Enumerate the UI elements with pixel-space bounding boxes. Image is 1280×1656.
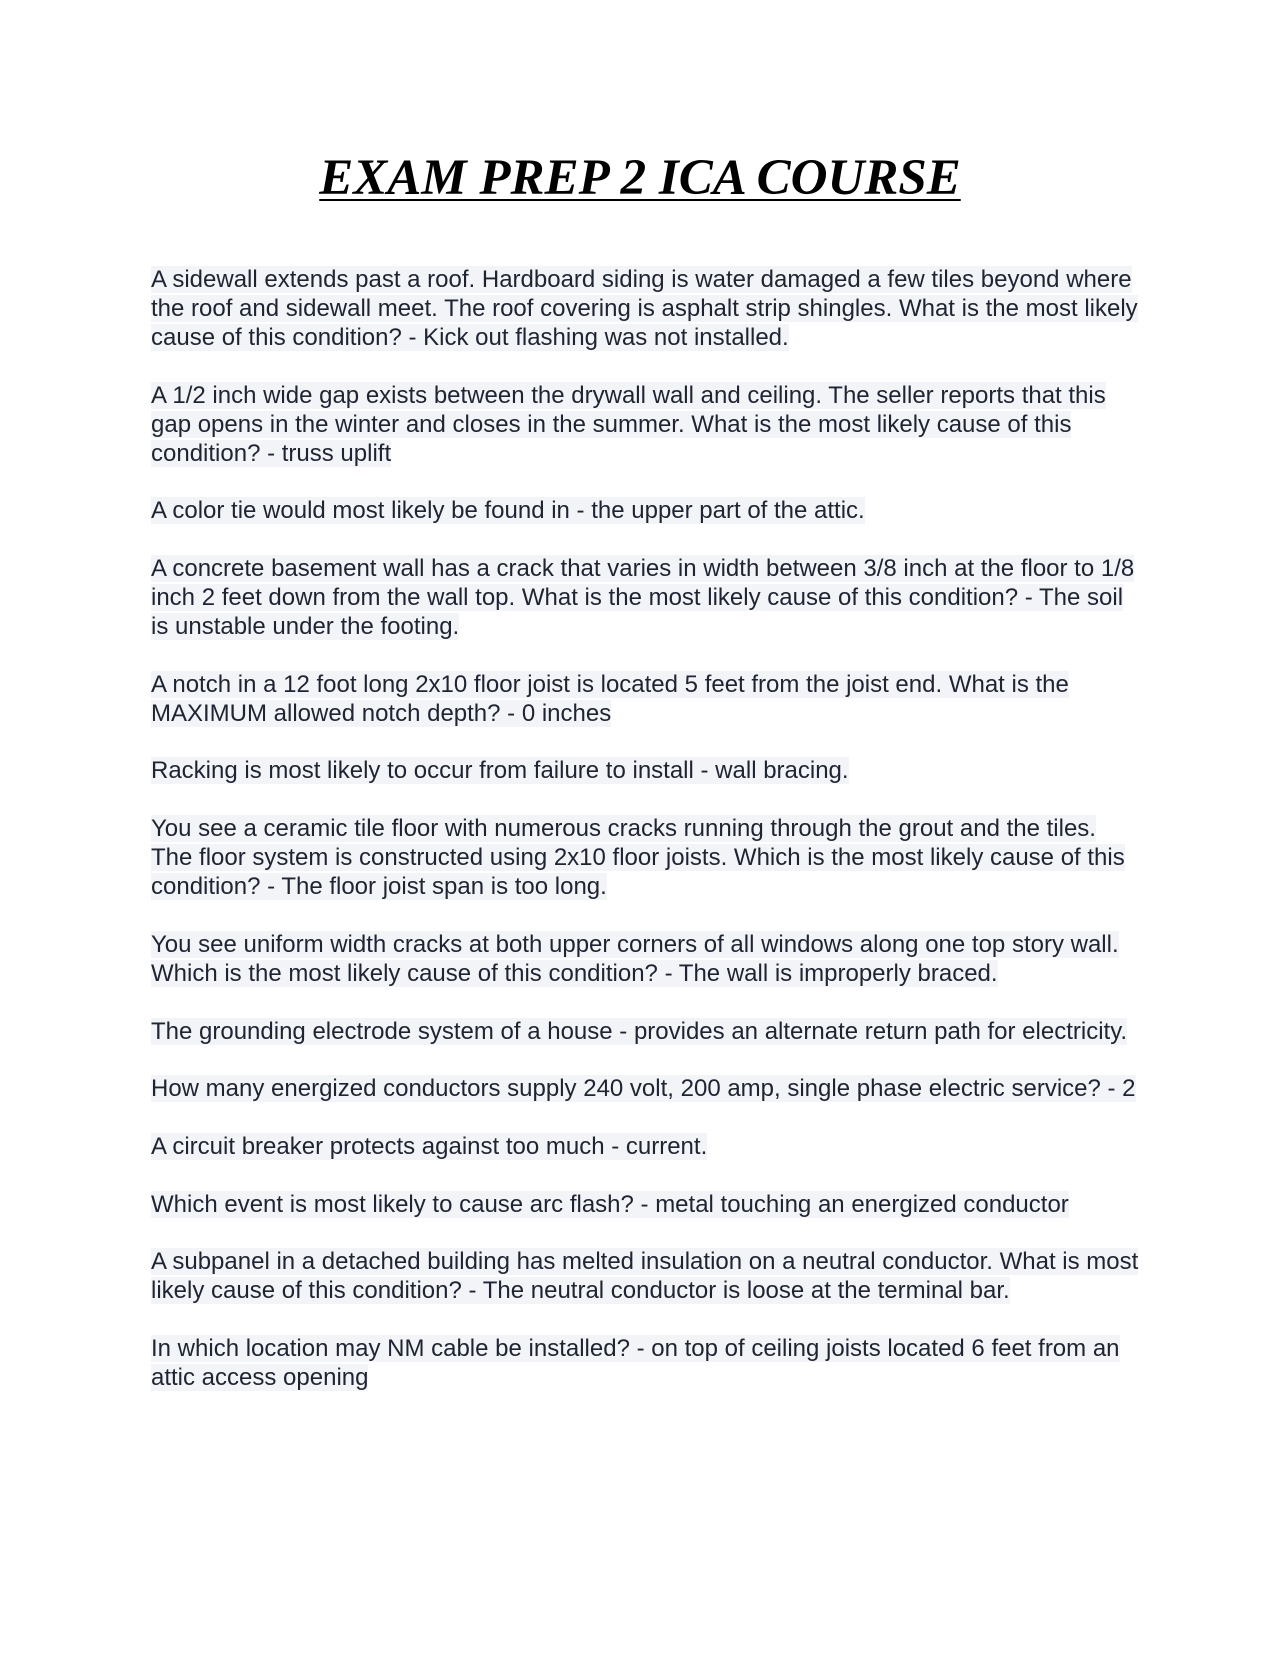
qa-item [151, 1074, 1141, 1103]
qa-text: A notch in a 12 foot long 2x10 floor joist is located 5 feet from the joist end. What is the MAXIMUM allowed notch depth? - 0 inches [151, 670, 1069, 727]
qa-item [151, 814, 1141, 901]
qa-text: A sidewall extends past a roof. Hardboard siding is water damaged a few tiles beyond where the roof and sidewall meet. The roof covering is asphalt strip shingles. What is the most likely cause of this condition? - Kick out flashing was not installed. [151, 266, 1138, 351]
qa-item [151, 930, 1141, 988]
document-title: EXAM PREP 2 ICA COURSE [319, 150, 961, 206]
qa-item [151, 265, 1141, 352]
qa-item [151, 670, 1141, 728]
qa-item [151, 1334, 1141, 1392]
qa-text: Racking is most likely to occur from failure to install - wall bracing. [151, 757, 849, 785]
qa-text: The grounding electrode system of a house - provides an alternate return path for electricity. [151, 1017, 1128, 1045]
qa-text: A concrete basement wall has a crack that varies in width between 3/8 inch at the floor to 1/8 inch 2 feet down from the wall top. What is the most likely cause of this condition? - The soil is unstable under the footing. [151, 555, 1135, 641]
qa-text: How many energized conductors supply 240 volt, 200 amp, single phase electric service? - 2 [151, 1075, 1136, 1103]
qa-item [151, 1132, 1141, 1161]
qa-text: A 1/2 inch wide gap exists between the drywall wall and ceiling. The seller reports that this gap opens in the winter and closes in the summer. What is the most likely cause of this condition? - truss uplift [151, 381, 1106, 467]
qa-text: A color tie would most likely be found in - the upper part of the attic. [151, 497, 865, 525]
qa-text: You see uniform width cracks at both upper corners of all windows along one top story wall. Which is the most likely cause of this condition? - The wall is improperly braced. [151, 930, 1119, 987]
qa-text: In which location may NM cable be installed? - on top of ceiling joists located 6 feet from an attic access opening [151, 1334, 1120, 1391]
qa-text: A circuit breaker protects against too much - current. [151, 1132, 708, 1160]
qa-item [151, 381, 1141, 468]
qa-text: A subpanel in a detached building has melted insulation on a neutral conductor. What is most likely cause of this condition? - The neutral conductor is loose at the terminal bar. [151, 1248, 1139, 1305]
qa-item [151, 554, 1141, 641]
qa-item [151, 496, 1141, 525]
qa-text: Which event is most likely to cause arc flash? - metal touching an energized conductor [151, 1190, 1069, 1218]
qa-item [151, 1017, 1141, 1046]
qa-list [151, 265, 1141, 1421]
qa-text: You see a ceramic tile floor with numerous cracks running through the grout and the tiles. The floor system is constructed using 2x10 floor joists. Which is the most likely cause of this condition? - The floor joist span is too long. [151, 815, 1125, 901]
qa-item [151, 756, 1141, 785]
qa-item [151, 1247, 1141, 1305]
qa-item [151, 1190, 1141, 1219]
